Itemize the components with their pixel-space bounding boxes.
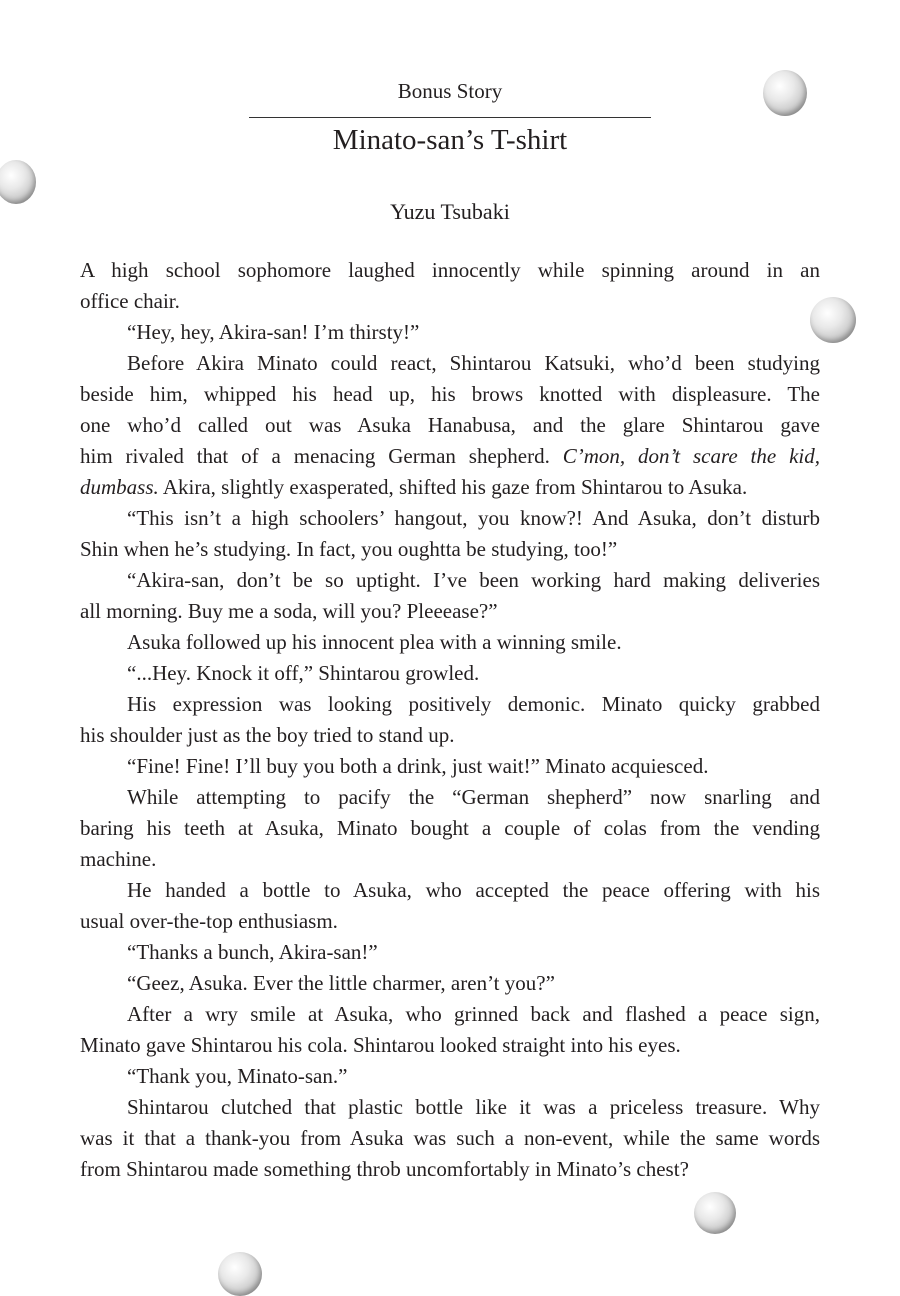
section-kicker: Bonus Story (397, 79, 503, 103)
text-run: “Fine! Fine! I’ll buy you both a drink, just wait!” Minato acquiesced. (127, 754, 709, 778)
author-name: Yuzu Tsubaki (390, 199, 510, 224)
text-run: Shin when he’s studying. In fact, you oughtta be studying, too!” (80, 537, 618, 561)
text-line (80, 441, 820, 472)
text-line (80, 410, 820, 441)
text-line (80, 534, 820, 565)
text-line (80, 1092, 820, 1123)
text-run: His expression was looking positively demonic. Minato quicky grabbed (127, 692, 820, 716)
paragraph (80, 751, 820, 782)
text-line (80, 689, 820, 720)
text-run: usual over-the-top enthusiasm. (80, 909, 338, 933)
paragraph (80, 627, 820, 658)
text-line (80, 844, 820, 875)
paragraph (80, 937, 820, 968)
text-line (80, 317, 820, 348)
text-run: him rivaled that of a menacing German shepherd. (80, 444, 563, 468)
paragraph (80, 689, 820, 751)
text-line (80, 782, 820, 813)
title-divider (249, 117, 651, 118)
text-run: Asuka followed up his innocent plea with a winning smile. (127, 630, 622, 654)
text-run: Akira, slightly exasperated, shifted his gaze from Shintarou to Asuka. (158, 475, 748, 499)
text-run: “...Hey. Knock it off,” Shintarou growled. (127, 661, 480, 685)
paragraph (80, 968, 820, 999)
text-run: While attempting to pacify the “German shepherd” now snarling and (127, 785, 820, 809)
text-run: After a wry smile at Asuka, who grinned back and flashed a peace sign, (127, 1002, 820, 1026)
text-run: from Shintarou made something throb uncomfortably in Minato’s chest? (80, 1157, 689, 1181)
text-run: his shoulder just as the boy tried to stand up. (80, 723, 455, 747)
italic-text: C’mon, don’t scare the kid, (562, 444, 821, 468)
text-run: was it that a thank-you from Asuka was such a non-event, while the same words (80, 1126, 820, 1150)
water-drop-decoration (218, 1252, 262, 1296)
text-line (80, 565, 820, 596)
text-run: all morning. Buy me a soda, will you? Pleeease?” (80, 599, 498, 623)
paragraph (80, 782, 820, 875)
paragraph (80, 255, 820, 317)
text-line (80, 875, 820, 906)
paragraph (80, 503, 820, 565)
text-line (80, 1061, 820, 1092)
text-run: “This isn’t a high schoolers’ hangout, you know?! And Asuka, don’t disturb (127, 506, 820, 530)
text-run: baring his teeth at Asuka, Minato bought a couple of colas from the vending (80, 816, 820, 840)
text-run: Before Akira Minato could react, Shintarou Katsuki, who’d been studying (127, 351, 820, 375)
paragraph (80, 565, 820, 627)
text-run: “Akira-san, don’t be so uptight. I’ve been working hard making deliveries (127, 568, 820, 592)
paragraph (80, 317, 820, 348)
text-line (80, 596, 820, 627)
paragraph (80, 1092, 820, 1185)
text-run: Shintarou clutched that plastic bottle like it was a priceless treasure. Why (127, 1095, 820, 1119)
text-line (80, 348, 820, 379)
text-run: machine. (80, 847, 157, 871)
text-line (80, 813, 820, 844)
text-run: A high school sophomore laughed innocently while spinning around in an (80, 258, 820, 282)
text-line (80, 968, 820, 999)
text-run: beside him, whipped his head up, his brows knotted with displeasure. The (80, 382, 820, 406)
text-line (80, 1030, 820, 1061)
text-run: “Thanks a bunch, Akira-san!” (127, 940, 378, 964)
text-line (80, 999, 820, 1030)
text-run: Minato gave Shintarou his cola. Shintarou looked straight into his eyes. (80, 1033, 681, 1057)
text-line (80, 1154, 820, 1185)
text-line (80, 906, 820, 937)
text-line (80, 379, 820, 410)
text-line (80, 255, 820, 286)
text-run: one who’d called out was Asuka Hanabusa, and the glare Shintarou gave (80, 413, 820, 437)
paragraph (80, 348, 820, 503)
water-drop-decoration (0, 160, 36, 204)
text-line (80, 627, 820, 658)
text-line (80, 286, 820, 317)
paragraph (80, 875, 820, 937)
text-line (80, 937, 820, 968)
text-line (80, 720, 820, 751)
water-drop-decoration (694, 1192, 736, 1234)
text-line (80, 751, 820, 782)
text-line (80, 1123, 820, 1154)
text-run: “Hey, hey, Akira-san! I’m thirsty!” (127, 320, 420, 344)
text-line (80, 472, 820, 503)
text-run: “Geez, Asuka. Ever the little charmer, aren’t you?” (127, 971, 555, 995)
text-run: “Thank you, Minato-san.” (127, 1064, 348, 1088)
paragraph (80, 999, 820, 1061)
paragraph (80, 658, 820, 689)
story-body (80, 255, 820, 1185)
text-run: He handed a bottle to Asuka, who accepted the peace offering with his (127, 878, 820, 902)
text-line (80, 503, 820, 534)
italic-text: dumbass. (80, 475, 159, 499)
text-line (80, 658, 820, 689)
text-run: office chair. (80, 289, 180, 313)
story-title: Minato-san’s T-shirt (332, 124, 568, 156)
paragraph (80, 1061, 820, 1092)
